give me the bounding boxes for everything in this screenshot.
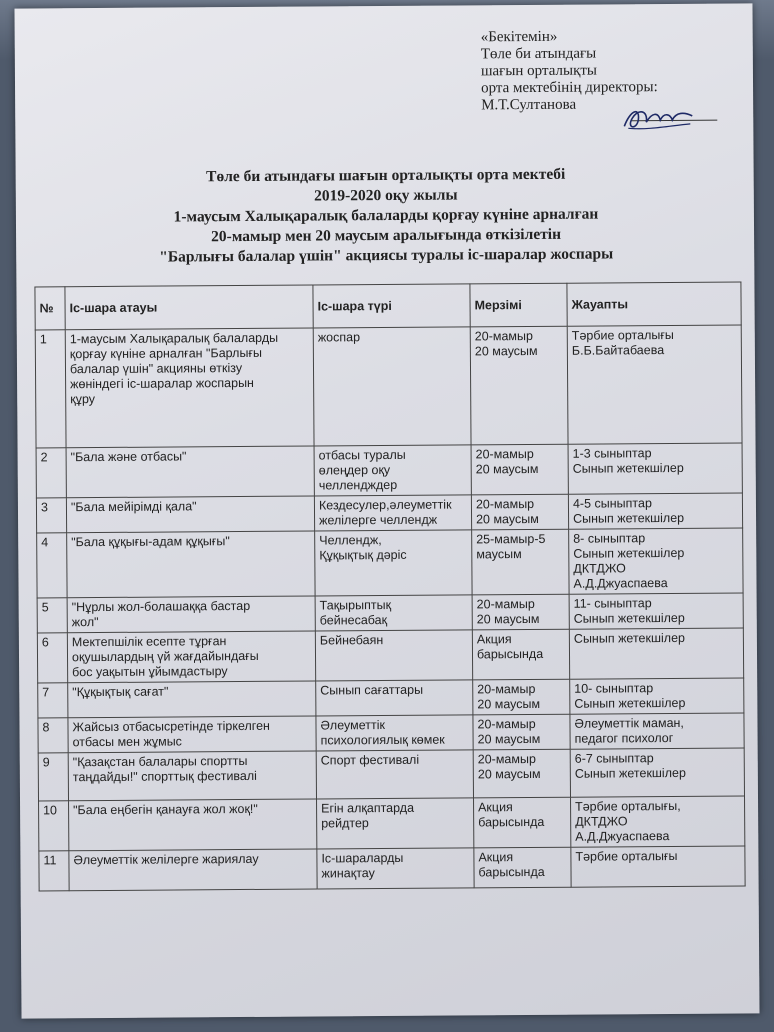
cell-name [69,849,317,891]
header-event-type: Іс-шара түрі [313,284,470,328]
cell-resp [569,628,743,679]
cell-name [68,751,316,801]
cell-text: 20 маусым [477,766,541,782]
cell-text: А.Д.Джуаспаева [575,829,670,844]
cell-text: Әлеуметтік [320,718,385,733]
cell-text: Тәрбие орталығы [571,327,674,343]
cell-name [65,328,314,448]
cell-text: 25-мамыр-5 [476,531,546,547]
cell-date [471,444,568,495]
cell-type [315,530,472,596]
cell-text: 20 маусым [477,696,541,712]
cell-text: Тақырыптық [319,597,392,613]
cell-text: 20 маусым [475,461,539,477]
table-row [36,443,742,498]
header-event-name: Іс-шара атауы [65,285,313,330]
approval-line: орта мектебінің директоры: [480,79,658,97]
cell-text: "Нұрлы жол-болашаққа бастар [71,598,251,615]
cell-text: "Қазақстан балалары спортты [72,753,248,770]
row-number: 1 [35,330,66,448]
cell-text: Сынып жетекшілер [573,545,685,561]
cell-type [315,595,472,631]
table-row [37,593,743,633]
cell-type [317,848,474,889]
cell-text: Сынып жетекшілер [573,510,685,526]
cell-name [66,446,314,498]
cell-resp [571,846,745,887]
cell-text: педагог психолог [574,731,674,746]
cell-date [474,847,571,888]
header-number: № [35,287,65,330]
cell-text: 6-7 сыныптар [574,751,654,766]
approval-block [481,28,732,115]
cell-text: 4-5 сыныптар [572,496,652,511]
cell-text: Әлеуметтік маман, [574,715,684,731]
cell-type [315,630,472,681]
cell-text: 20-мамыр [475,446,534,462]
cell-resp [569,593,743,629]
cell-text: өлеңдер оқу [318,462,391,478]
cell-text: "Бала және отбасы" [70,449,187,465]
table-row [37,628,743,683]
cell-text: 10- сыныптар [574,681,654,696]
cell-text: Сынып сағаттары [320,682,424,698]
cell-text: жоспар [317,330,361,345]
cell-text: 20-мамыр [477,681,536,697]
cell-resp [570,748,744,797]
table-row [39,846,745,891]
cell-name [68,716,316,753]
table-row [38,713,744,753]
cell-date [472,594,569,630]
events-table [34,282,745,892]
cell-text: 11- сыныптар [573,596,652,611]
cell-resp [569,528,743,594]
cell-date [470,326,568,445]
cell-date [473,679,570,715]
cell-name [67,631,315,683]
cell-text: 20 маусым [474,343,538,359]
cell-text: 20-мамыр [477,751,536,767]
cell-resp [568,443,742,494]
cell-text: А.Д.Джуаспаева [573,576,668,591]
cell-text: барысында [478,864,545,880]
cell-text: Акция [478,850,514,865]
row-number: 3 [36,498,66,533]
cell-text: Сынып жетекшілер [574,695,686,711]
cell-text: психологиялық көмек [320,732,445,748]
cell-name [67,596,315,633]
cell-resp [570,678,744,714]
cell-text: таңдайды!" спорттық фестивалі [72,768,257,785]
cell-resp [567,325,742,444]
cell-text: Әлеуметтік желілерге жариялау [73,851,259,868]
cell-date [474,797,571,848]
title-line: Төле би атындағы шағын орталықты орта мектебі [206,165,566,186]
cell-date [472,529,569,595]
title-line: "Барлығы балалар үшін" акциясы туралы іс-шаралар жоспары [159,245,614,266]
cell-text: Спорт фестивалі [320,752,420,768]
cell-text: "Құқықтық сағат" [72,684,169,700]
cell-text: 20 маусым [476,511,539,527]
table-row [38,678,744,718]
cell-text: 20-мамыр [474,328,533,344]
cell-date [471,494,568,530]
table-row [36,493,742,533]
cell-type [316,715,473,751]
cell-type [316,750,473,799]
row-number: 10 [39,801,69,851]
cell-text: 20-мамыр [475,496,535,512]
table-row [37,528,743,598]
cell-text: рейдтер [321,816,369,831]
approval-line: М.Т.Султанова [481,96,577,114]
cell-text: Кездесулер,әлеуметтік [318,497,452,513]
cell-text: 8- сыныптар [573,531,646,546]
cell-text: жол" [71,615,99,630]
cell-text: Сынып жетекшілер [573,610,685,626]
cell-name [68,681,316,718]
cell-text: Жайсыз отбасысретінде тіркелген [72,718,270,735]
cell-text: челлендждер [318,477,398,493]
title-line: 20-мамыр мен 20 маусым аралығында өткізілетін [211,225,562,246]
cell-text: 1-маусым Халықаралық балаларды [69,330,279,347]
cell-text: Құқықтық дәріс [319,547,407,563]
cell-text: Тәрбие орталығы [575,848,678,864]
cell-text: Егін алқаптарда [321,800,415,816]
signature-icon [618,100,698,135]
cell-text: Сынып жетекшілер [572,460,684,476]
cell-type [313,327,471,446]
header-deadline: Мерзімі [470,283,567,327]
cell-text: Акция [476,632,512,647]
cell-text: жөніндегі іс-шаралар жоспарын [70,375,254,392]
cell-text: Челлендж, [319,533,382,548]
approval-line: шағын орталықты [480,62,598,80]
header-responsible: Жауапты [567,282,741,326]
cell-name [67,531,315,598]
cell-text: жинақтау [321,866,375,881]
cell-date [472,629,569,680]
approval-line: Төле би атындағы [480,45,597,63]
cell-resp [568,493,742,529]
cell-text: құру [70,392,96,407]
cell-text: Тәрбие орталығы, [575,798,681,814]
cell-text: маусым [476,547,522,562]
cell-date [473,714,570,750]
title-line: 2019-2020 оқу жылы [313,186,458,205]
row-number: 7 [38,683,68,718]
cell-date [473,749,570,798]
cell-text: "Бала құқығы-адам құқығы" [71,534,230,550]
cell-type [314,445,471,496]
table-body [35,325,745,891]
table-row [39,796,745,851]
cell-text: Мектепшілік есепте тұрған [71,634,227,650]
cell-text: қорғау күніне арналған "Барлығы [69,345,263,362]
cell-text: балалар үшін" акцияны өткізу [69,361,243,377]
cell-text: ДКТДЖО [575,814,628,829]
cell-text: Бейнебаян [319,633,384,648]
row-number: 5 [37,598,67,633]
cell-text: Б.Б.Байтабаева [571,343,665,358]
cell-text: 1-3 сыныптар [572,446,652,461]
cell-text: бос уақытын ұйымдастыру [72,664,228,680]
cell-text: 20 маусым [477,731,541,747]
table-header-row [35,282,741,330]
cell-text: барысында [476,646,544,662]
row-number: 9 [38,753,68,801]
cell-name [69,799,317,851]
cell-text: Акция [478,800,513,815]
cell-text: ДКТДЖО [573,561,626,576]
cell-text: 20-мамыр [477,716,536,732]
title-line: 1-маусым Халықаралық балаларды қорғау күніне арналған [173,205,599,226]
row-number: 4 [37,533,67,598]
cell-text: "Бала еңбегін қанауға жол жоқ!" [73,801,258,818]
row-number: 11 [39,851,69,891]
document-title [36,164,737,269]
document-page [14,3,759,1018]
cell-text: 20 маусым [476,611,540,627]
cell-text: отбасы мен жұмыс [72,734,182,750]
approval-line: «Бекітемін» [480,28,558,46]
cell-text: "Бала мейірімді қала" [70,499,197,515]
table-row [38,748,744,801]
cell-resp [571,796,745,847]
row-number: 6 [37,633,67,683]
cell-type [316,680,473,716]
cell-text: Сынып жетекшілер [574,765,686,781]
cell-text: 20-мамыр [476,596,535,612]
row-number: 2 [36,448,66,498]
cell-text: отбасы туралы [318,447,406,463]
cell-type [314,495,471,531]
cell-type [317,798,474,849]
cell-text: Сынып жетекшілер [573,630,686,646]
row-number: 8 [38,718,68,753]
cell-text: Іс-шараларды [321,850,404,866]
table-row [35,325,742,448]
cell-text: барысында [478,814,545,830]
cell-text: оқушылардың үй жағдайындағы [71,648,259,665]
cell-name [66,496,314,533]
cell-resp [570,713,744,749]
cell-text: желілерге челлендж [319,512,438,528]
cell-text: бейнесабақ [319,613,388,628]
